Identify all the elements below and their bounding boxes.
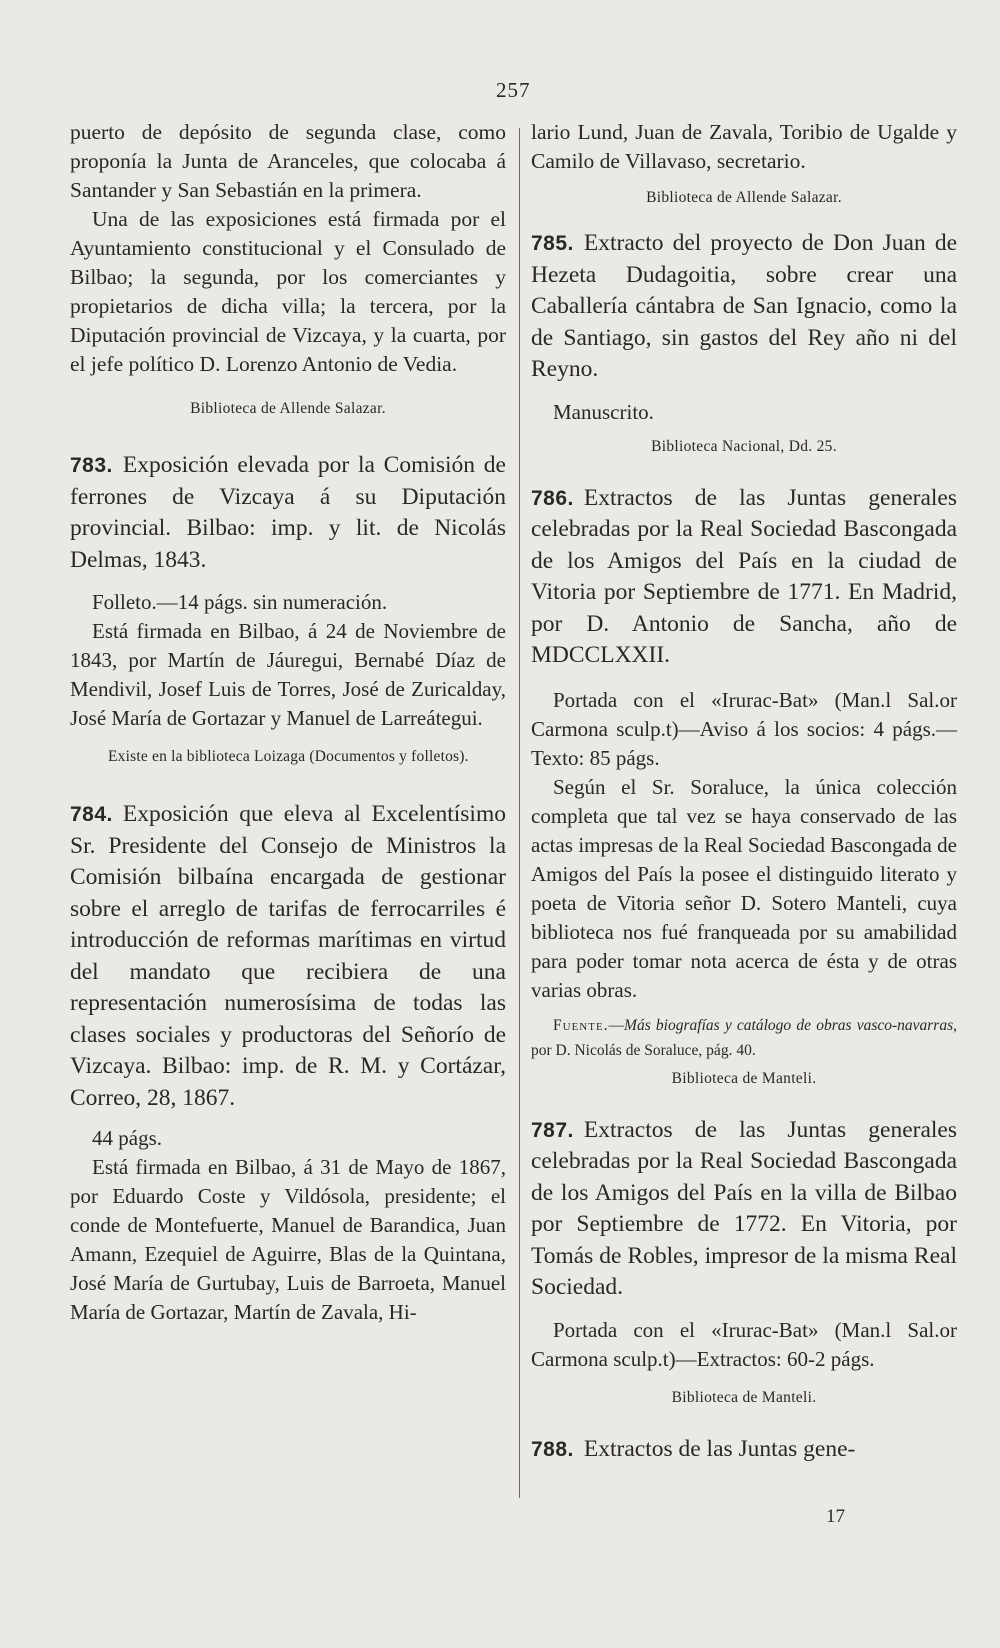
entry-meta: Manuscrito.	[553, 399, 654, 424]
fuente-note: Fuente.—Más biografías y catálogo de obras vasco-navarras, por D. Nicolás de Soraluce, pág. 40.	[531, 1016, 957, 1059]
entry-meta: Folleto.—14 págs. sin numeración.	[92, 590, 388, 614]
entry-number: 785.	[531, 232, 574, 255]
entry-meta: Portada con el «Irurac-Bat» (Man.l Sal.or Carmona sculp.t)—Extractos: 60-2 págs.	[531, 1317, 957, 1371]
entry-number: 788.	[531, 1437, 574, 1461]
continued-paragraph: puerto de depósito de segunda clase, como proponía la Junta de Aranceles, que colocaba á Santander y San Sebastián en la primera.	[70, 120, 506, 202]
column-divider	[519, 128, 520, 1498]
source-note: Biblioteca de Manteli.	[671, 1069, 817, 1087]
entry-number: 784.	[70, 803, 113, 826]
fuente-label: Fuente.	[553, 1016, 609, 1034]
signature-mark: 17	[826, 1506, 845, 1527]
source-note: Biblioteca de Manteli.	[671, 1388, 817, 1406]
source-note: Biblioteca de Allende Salazar.	[190, 400, 386, 417]
source-note: Biblioteca de Allende Salazar.	[646, 189, 842, 206]
entry-note: Está firmada en Bilbao, á 24 de Noviembre de 1843, por Martín de Jáuregui, Bernabé Díaz de Mendivil, Josef Luis de Torres, José de Zuricalday, José María de Gortazar y Manuel de Larreátegui.	[70, 619, 506, 730]
entry-note: Está firmada en Bilbao, á 31 de Mayo de 1867, por Eduardo Coste y Vildósola, presidente; el conde de Montefuerte, Manuel de Barandica, Juan Amann, Ezequiel de Aguirre, Blas de la Quintana, José María de Gurtubay, Luis de Barroeta, Manuel María de Gortazar, Martín de Zavala, Hi-	[70, 1155, 506, 1324]
entry-785	[531, 228, 957, 386]
entry-number: 783.	[70, 454, 113, 477]
left-column	[70, 118, 506, 1327]
entry-title: Exposición que eleva al Excelentísimo Sr. Presidente del Consejo de Ministros la Comisión bilbaína encargada de gestionar sobre el arreglo de tarifas de ferrocarriles é introducción de reformas marítimas en virtud del mandato que recibiera de una representación numerosísima de todas las clases sociales y productoras del Señorío de Vizcaya. Bilbao: imp. de R. M. y Cortázar, Correo, 28, 1867.	[70, 801, 506, 1111]
entry-title: Extractos de las Juntas gene-	[583, 1435, 856, 1462]
entry-788	[531, 1434, 957, 1466]
entry-title: Exposición elevada por la Comisión de ferrones de Vizcaya á su Diputación provincial. Bilbao: imp. y lit. de Nicolás Delmas, 1843.	[70, 452, 506, 573]
entry-783	[70, 450, 506, 576]
fuente-title: Más biografías y catálogo de obras vasco-navarras,	[624, 1016, 957, 1034]
continued-paragraph: lario Lund, Juan de Zavala, Toribio de Ugalde y Camilo de Villavaso, secretario.	[531, 120, 957, 173]
right-column	[531, 118, 957, 1465]
source-note: Existe en la biblioteca Loizaga (Documentos y folletos).	[108, 748, 469, 765]
entry-784	[70, 799, 506, 1114]
entry-number: 787.	[531, 1118, 574, 1142]
entry-title: Extractos de las Juntas generales celebradas por la Real Sociedad Bascongada de los Amigos del País en la ciudad de Vitoria por Septiembre de 1771. En Madrid, por D. Antonio de Sancha, año de MDCCLXXII.	[531, 484, 957, 668]
entry-meta: Portada con el «Irurac-Bat» (Man.l Sal.or Carmona sculp.t)—Aviso á los socios: 4 págs.—Texto: 85 págs.	[531, 687, 957, 770]
entry-meta: 44 págs.	[92, 1126, 162, 1150]
entry-number: 786.	[531, 486, 574, 510]
continued-paragraph-2: Una de las exposiciones está firmada por el Ayuntamiento constitucional y el Consulado de Bilbao; la segunda, por los comerciantes y propietarios de dicha villa; la tercera, por la Diputación provincial de Vizcaya, y la cuarta, por el jefe político D. Lorenzo Antonio de Vedia.	[70, 207, 506, 376]
entry-787	[531, 1115, 957, 1304]
entry-note: Según el Sr. Soraluce, la única colección completa que tal vez se haya conservado de las actas impresas de la Real Sociedad Bascongada de Amigos del País la posee el distinguido literato y poeta de Vitoria señor D. Sotero Manteli, cuya biblioteca nos fué franqueada por su amabilidad para poder tomar nota acerca de ésta y de otras varias obras.	[531, 774, 957, 1002]
page-number: 257	[496, 78, 531, 102]
entry-title: Extractos de las Juntas generales celebradas por la Real Sociedad Bascongada de los Amigos del País en la villa de Bilbao por Septiembre de 1772. En Vitoria, por Tomás de Robles, impresor de la misma Real Sociedad.	[531, 1116, 957, 1300]
entry-title: Extracto del proyecto de Don Juan de Hezeta Dudagoitia, sobre crear una Caballería cántabra de San Ignacio, como la de Santiago, sin gastos del Rey año ni del Reyno.	[531, 230, 957, 382]
fuente-rest: por D. Nicolás de Soraluce, pág. 40.	[531, 1041, 756, 1059]
source-note: Biblioteca Nacional, Dd. 25.	[651, 437, 837, 455]
entry-786	[531, 483, 957, 672]
